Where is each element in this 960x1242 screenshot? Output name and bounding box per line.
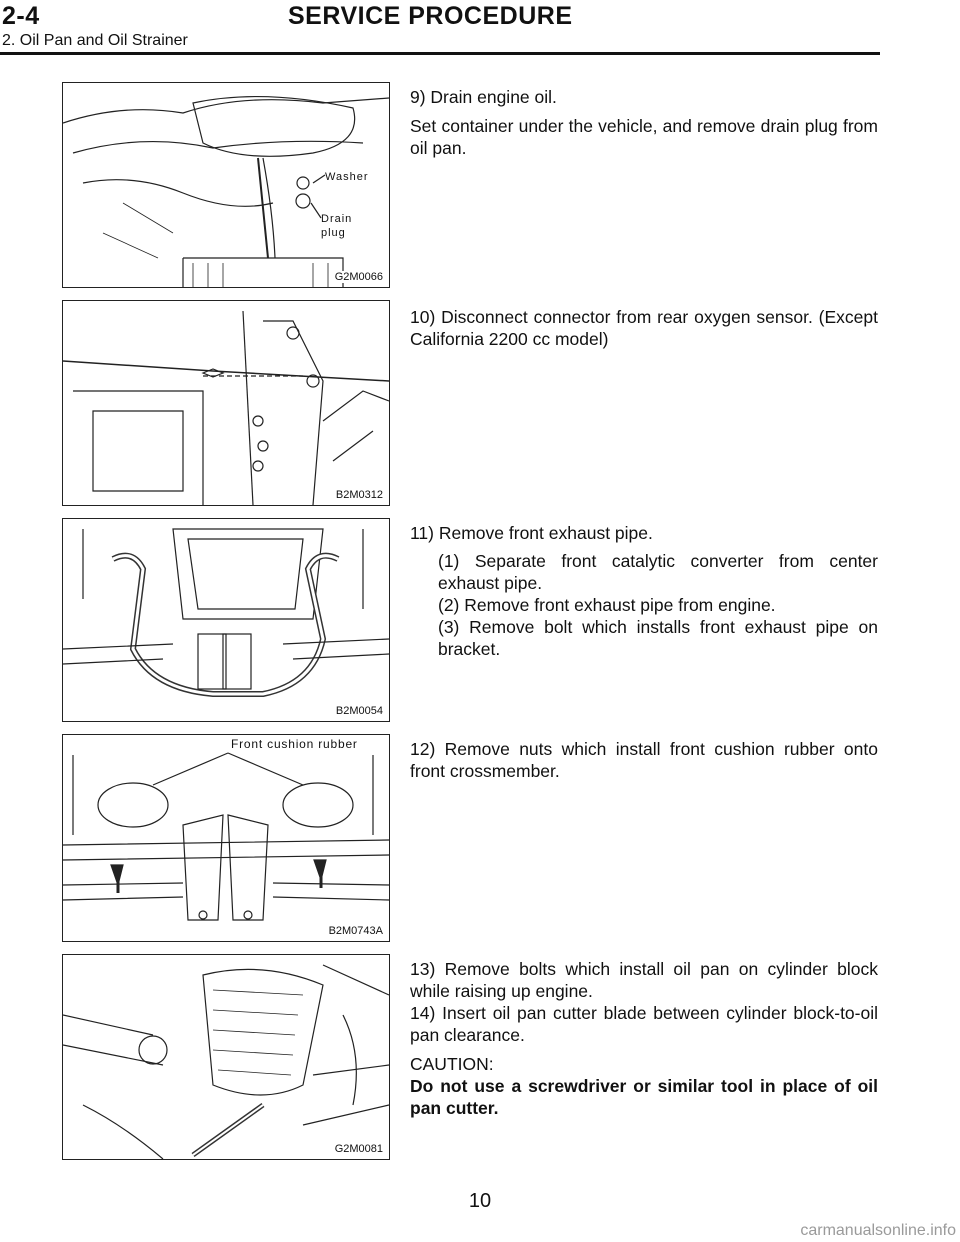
figure-code: G2M0081	[334, 1143, 383, 1155]
step-11	[410, 522, 878, 660]
step-10	[410, 306, 878, 357]
figure-code: B2M0312	[335, 489, 383, 501]
step-heading: 10) Disconnect connector from rear oxygen sensor. (Except California 2200 cc model)	[410, 307, 878, 349]
subsection-title: 2. Oil Pan and Oil Strainer	[2, 32, 188, 49]
label-front-cushion-rubber: Front cushion rubber	[231, 737, 358, 751]
step-heading-2: 14) Insert oil pan cutter blade between cylinder block-to-oil pan clearance.	[410, 1003, 878, 1045]
step-13-14	[410, 958, 878, 1126]
page-number: 10	[468, 1190, 492, 1212]
figure-oxygen-sensor	[62, 300, 390, 506]
oxygen-sensor-illustration	[63, 301, 389, 505]
figure-exhaust-pipe	[62, 518, 390, 722]
exhaust-pipe-illustration	[63, 519, 389, 721]
label-washer: Washer	[325, 171, 369, 183]
figure-oil-pan	[62, 954, 390, 1160]
substep-1: (1) Separate front catalytic converter from center exhaust pipe.	[438, 551, 878, 593]
step-12	[410, 738, 878, 789]
substep-2: (2) Remove front exhaust pipe from engine.	[438, 595, 776, 615]
drain-oil-illustration	[63, 83, 389, 287]
step-body: Set container under the vehicle, and remove drain plug from oil pan.	[410, 116, 878, 158]
step-heading: 13) Remove bolts which install oil pan on cylinder block while raising up engine.	[410, 959, 878, 1001]
header-rule	[0, 52, 880, 55]
section-title: SERVICE PROCEDURE	[288, 2, 573, 30]
cushion-rubber-illustration	[63, 735, 389, 941]
figure-code: G2M0066	[334, 271, 383, 283]
label-drain: Drain	[321, 213, 353, 225]
figure-code: B2M0054	[335, 705, 383, 717]
oil-pan-illustration	[63, 955, 389, 1159]
step-heading: 9) Drain engine oil.	[410, 87, 557, 107]
label-plug: plug	[321, 227, 346, 239]
figure-drain-oil	[62, 82, 390, 288]
step-9	[410, 86, 878, 166]
substep-3: (3) Remove bolt which installs front exhaust pipe on bracket.	[438, 617, 878, 659]
page-header	[0, 0, 960, 60]
section-number: 2-4	[2, 2, 40, 30]
step-heading: 12) Remove nuts which install front cushion rubber onto front crossmember.	[410, 739, 878, 781]
figure-cushion-rubber	[62, 734, 390, 942]
figure-code: B2M0743A	[328, 925, 383, 937]
caution-text: Do not use a screwdriver or similar tool in place of oil pan cutter.	[410, 1076, 878, 1118]
step-heading: 11) Remove front exhaust pipe.	[410, 523, 653, 543]
watermark: carmanualsonline.info	[800, 1222, 956, 1239]
caution-label: CAUTION:	[410, 1054, 494, 1074]
